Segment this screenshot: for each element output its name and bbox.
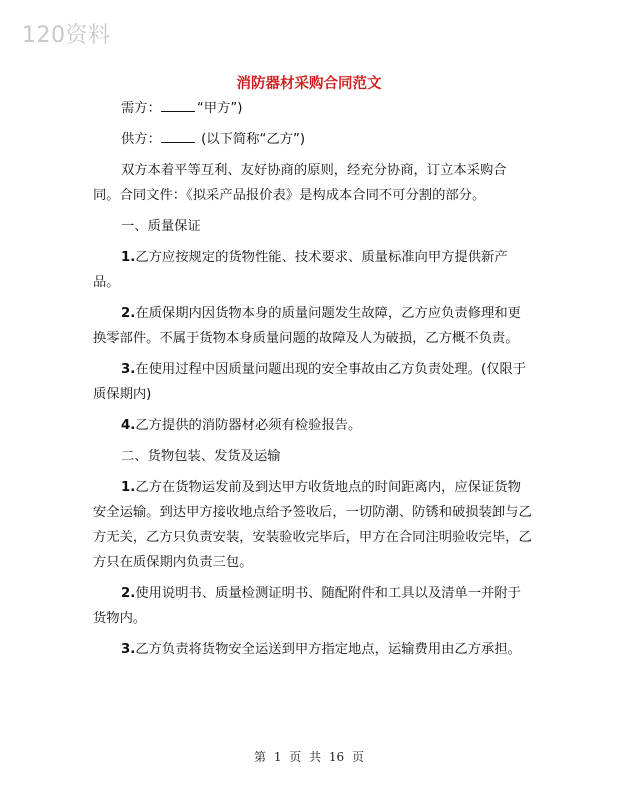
buyer-line: [93, 96, 533, 121]
item-number: 2.: [121, 586, 136, 601]
section2-item-1: [93, 475, 533, 575]
document-body: [93, 96, 533, 662]
watermark-logo: 120资料: [22, 23, 111, 48]
item-number: 2.: [121, 306, 136, 321]
section1-item-3: [93, 357, 533, 407]
document-title: 消防器材采购合同范文: [236, 75, 382, 92]
item-text: 乙方提供的消防器材必须有检验报告。: [135, 418, 362, 433]
seller-label: 供方：: [121, 132, 161, 147]
section2-heading: 二、货物包装、发货及运输: [121, 449, 281, 464]
item-number: 1.: [121, 250, 136, 265]
section1-item-1: [93, 245, 533, 295]
intro-paragraph: 双方本着平等互利、友好协商的原则，经充分协商，订立本采购合同。合同文件：《拟采产品报价表》是构成本合同不可分割的部分。: [93, 163, 507, 203]
seller-blank: [161, 129, 195, 143]
item-text: 乙方在货物运发前及到达甲方收货地点的时间距离内，应保证货物安全运输。到达甲方接收地点给予签收后，一切防潮、防锈和破损装卸与乙方无关，乙方只负责安装，安装验收完毕后，甲方在合同注明验收完毕，乙方只在质保期内负责三包。: [93, 480, 532, 570]
section1-heading: 一、质量保证: [121, 219, 201, 234]
seller-value: (以下简称“乙方”): [196, 132, 306, 147]
item-text: 使用说明书、质量检测证明书、随配附件和工具以及清单一并附于货物内。: [93, 586, 521, 626]
buyer-blank: [161, 98, 195, 112]
section2-item-3: [93, 637, 533, 662]
item-number: 1.: [121, 480, 136, 495]
item-text: 在使用过程中因质量问题出现的安全事故由乙方负责处理。(仅限于质保期内): [93, 362, 527, 402]
page-footer: 第 1 页 共 16 页: [254, 750, 364, 764]
section2-item-2: [93, 581, 533, 631]
item-number: 3.: [121, 362, 136, 377]
item-number: 3.: [121, 642, 136, 657]
item-text: 在质保期内因货物本身的质量问题发生故障，乙方应负责修理和更换零部件。不属于货物本身质量问题的故障及人为破损，乙方概不负责。: [93, 306, 521, 346]
item-text: 乙方负责将货物安全运送到甲方指定地点，运输费用由乙方承担。: [135, 642, 521, 657]
section1-item-2: [93, 301, 533, 351]
seller-line: [93, 127, 533, 152]
item-number: 4.: [121, 418, 136, 433]
buyer-label: 需方：: [121, 101, 161, 116]
section1-item-4: [93, 413, 533, 438]
item-text: 乙方应按规定的货物性能、技术要求、质量标准向甲方提供新产品。: [93, 250, 508, 290]
buyer-value: “甲方”): [196, 101, 243, 116]
